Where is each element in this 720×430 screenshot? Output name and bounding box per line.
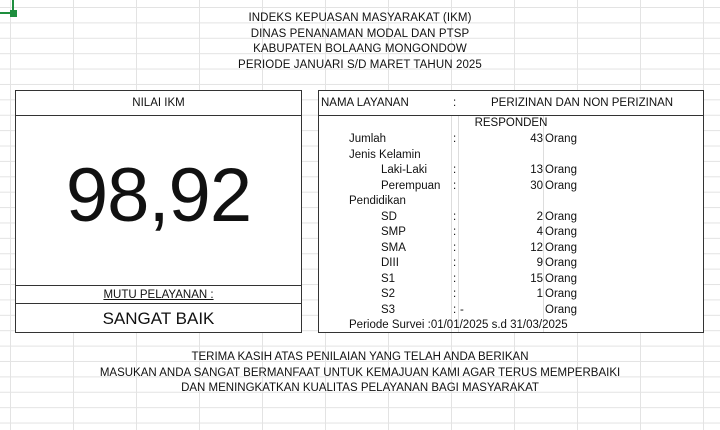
perempuan-label: Perempuan bbox=[381, 179, 441, 192]
responden-heading: RESPONDEN bbox=[474, 117, 548, 129]
header-region: KABUPATEN BOLAANG MONGONDOW bbox=[253, 43, 467, 55]
pendidikan-level-unit: Orang bbox=[545, 303, 577, 316]
periode-survei-row bbox=[319, 318, 703, 334]
laki-laki-label: Laki-Laki bbox=[381, 164, 428, 176]
perempuan-value: 30 bbox=[530, 179, 543, 192]
ikm-score-box bbox=[15, 90, 302, 333]
mutu-pelayanan-label: MUTU PELAYANAN : bbox=[16, 285, 301, 303]
colon: : bbox=[453, 226, 457, 238]
pendidikan-row bbox=[319, 194, 703, 210]
pendidikan-level-value: 2 bbox=[536, 210, 543, 223]
pendidikan-level-unit: Orang bbox=[545, 272, 577, 285]
laki-laki-row bbox=[319, 163, 703, 179]
colon: : bbox=[453, 97, 457, 109]
pendidikan-level-unit: Orang bbox=[545, 210, 577, 223]
pendidikan-level-label: DIII bbox=[381, 257, 399, 269]
laki-laki-unit: Orang bbox=[545, 164, 577, 176]
nama-layanan-label: NAMA LAYANAN bbox=[321, 97, 409, 109]
footer-line: MASUKAN ANDA SANGAT BERMANFAAT UNTUK KEMAJUAN KAMI AGAR TERUS MEMPERBAIKI bbox=[99, 366, 621, 379]
nilai-ikm-label: NILAI IKM bbox=[16, 91, 301, 116]
jenis-kelamin-row bbox=[319, 148, 703, 164]
pendidikan-level-dash: - bbox=[460, 303, 464, 316]
colon: : bbox=[453, 164, 457, 176]
mutu-pelayanan-value: SANGAT BAIK bbox=[16, 303, 301, 332]
pendidikan-smp-row bbox=[319, 225, 703, 241]
pendidikan-sd-row bbox=[319, 210, 703, 226]
pendidikan-s2-row bbox=[319, 287, 703, 303]
pendidikan-level-label: S3 bbox=[381, 303, 396, 316]
pendidikan-level-unit: Orang bbox=[545, 226, 577, 238]
respondent-box bbox=[318, 90, 704, 333]
pendidikan-level-label: SD bbox=[381, 210, 397, 223]
pendidikan-level-value: 12 bbox=[530, 241, 543, 254]
pendidikan-s3-row bbox=[319, 303, 703, 319]
nilai-ikm-value: 98,92 bbox=[65, 153, 252, 238]
pendidikan-level-value: 15 bbox=[530, 272, 543, 285]
pendidikan-level-unit: Orang bbox=[545, 257, 577, 269]
thank-you-message bbox=[0, 350, 720, 397]
jenis-kelamin-label: Jenis Kelamin bbox=[349, 148, 421, 161]
colon: : bbox=[453, 288, 457, 300]
jumlah-unit: Orang bbox=[545, 133, 577, 145]
report-header bbox=[0, 11, 720, 73]
pendidikan-level-unit: Orang bbox=[545, 241, 577, 254]
colon: : bbox=[453, 241, 457, 254]
colon: : bbox=[453, 179, 457, 192]
nama-layanan-row bbox=[319, 91, 703, 116]
pendidikan-level-value: 1 bbox=[536, 288, 543, 300]
perempuan-row bbox=[319, 179, 703, 195]
perempuan-unit: Orang bbox=[545, 179, 577, 192]
pendidikan-level-label: S1 bbox=[381, 272, 396, 285]
colon: : bbox=[453, 133, 457, 145]
colon: : bbox=[453, 210, 457, 223]
footer-line: DAN MENINGKATKAN KUALITAS PELAYANAN BAGI MASYARAKAT bbox=[181, 382, 539, 394]
header-agency: DINAS PENANAMAN MODAL DAN PTSP bbox=[250, 27, 470, 40]
jumlah-row bbox=[319, 132, 703, 148]
header-title: INDEKS KEPUASAN MASYARAKAT (IKM) bbox=[248, 12, 472, 24]
laki-laki-value: 13 bbox=[530, 164, 543, 176]
colon: : bbox=[453, 257, 457, 269]
pendidikan-s1-row bbox=[319, 272, 703, 288]
pendidikan-sma-row bbox=[319, 241, 703, 257]
pendidikan-level-value: 4 bbox=[536, 226, 543, 238]
pendidikan-level-unit: Orang bbox=[545, 288, 577, 300]
jumlah-value: 43 bbox=[530, 133, 543, 145]
pendidikan-label: Pendidikan bbox=[349, 195, 406, 207]
pendidikan-level-label: SMA bbox=[381, 241, 406, 254]
colon: : bbox=[453, 303, 457, 316]
pendidikan-level-label: SMP bbox=[381, 226, 406, 238]
periode-survei-text: Periode Survei :01/01/2025 s.d 31/03/2025 bbox=[349, 319, 568, 331]
jumlah-label: Jumlah bbox=[349, 133, 387, 145]
pendidikan-level-value: 9 bbox=[536, 257, 543, 269]
footer-line: TERIMA KASIH ATAS PENILAIAN YANG TELAH ANDA BERIKAN bbox=[191, 351, 529, 363]
header-period: PERIODE JANUARI S/D MARET TAHUN 2025 bbox=[238, 58, 482, 71]
pendidikan-diii-row bbox=[319, 256, 703, 272]
pendidikan-level-label: S2 bbox=[381, 288, 396, 300]
nama-layanan-value: PERIZINAN DAN NON PERIZINAN bbox=[491, 97, 674, 109]
colon: : bbox=[453, 272, 457, 285]
